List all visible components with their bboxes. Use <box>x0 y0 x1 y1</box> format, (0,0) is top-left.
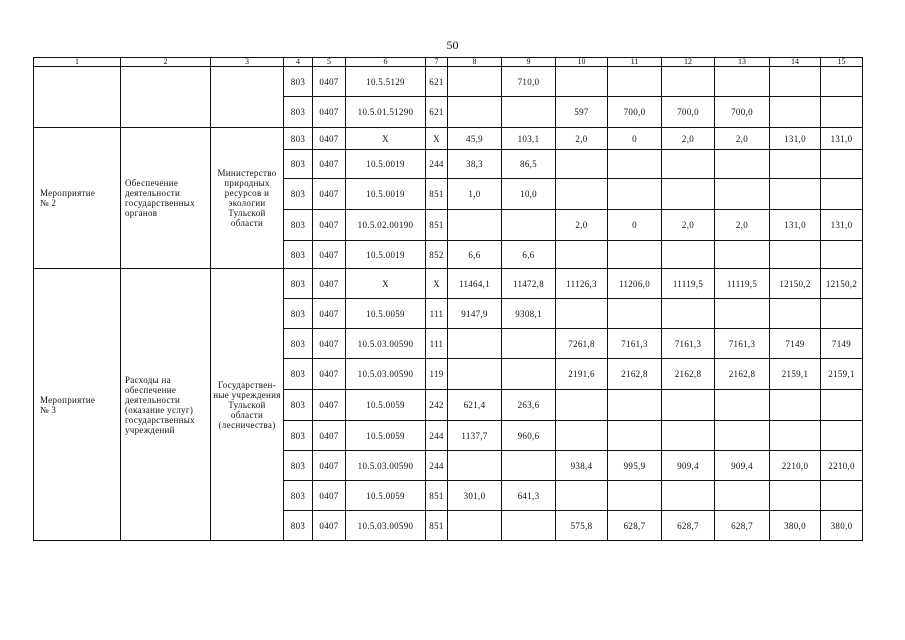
table-cell: 131,0 <box>821 128 863 150</box>
table-cell: 909,4 <box>715 451 770 481</box>
table-cell: 2,0 <box>662 128 715 150</box>
table-cell: 803 <box>284 128 313 150</box>
table-cell: 119 <box>426 359 448 390</box>
table-cell: 700,0 <box>715 97 770 128</box>
table-cell: 2,0 <box>556 128 608 150</box>
table-cell: 10.5.03.00590 <box>346 511 426 541</box>
table-cell: 641,3 <box>502 481 556 511</box>
table-cell <box>608 421 662 451</box>
header-cell: 10 <box>556 58 608 67</box>
table-cell: 10.5.03.00590 <box>346 329 426 359</box>
table-cell: 803 <box>284 421 313 451</box>
table-row <box>284 241 863 269</box>
header-cell: 7 <box>426 58 448 67</box>
table-cell <box>770 421 821 451</box>
table-cell: 2,0 <box>715 128 770 150</box>
table-cell: X <box>346 269 426 299</box>
table-cell: 9308,1 <box>502 299 556 329</box>
table-cell: 803 <box>284 481 313 511</box>
table-cell: 380,0 <box>821 511 863 541</box>
table-row <box>284 67 863 97</box>
table-cell: 11119,5 <box>715 269 770 299</box>
table-cell: 131,0 <box>770 210 821 241</box>
table-cell <box>715 179 770 210</box>
table-cell <box>556 421 608 451</box>
table-cell: 2,0 <box>715 210 770 241</box>
table-cell: 803 <box>284 299 313 329</box>
table-cell: 575,8 <box>556 511 608 541</box>
table-cell: 0407 <box>313 269 346 299</box>
table-cell <box>556 150 608 179</box>
activity-name-cell: Мероприятие № 3 <box>34 269 121 541</box>
table-cell <box>770 390 821 421</box>
activity-name-cell <box>34 67 121 128</box>
table-cell: 45,9 <box>448 128 502 150</box>
header-cell: 15 <box>821 58 863 67</box>
table-cell: 10.5.0019 <box>346 241 426 269</box>
table-cell: 6,6 <box>502 241 556 269</box>
table-cell: 10.5.0059 <box>346 390 426 421</box>
table-cell: 2210,0 <box>821 451 863 481</box>
activity-group <box>34 67 863 128</box>
table-cell: 0407 <box>313 67 346 97</box>
table-cell: 86,5 <box>502 150 556 179</box>
table-cell <box>556 299 608 329</box>
table-cell <box>821 390 863 421</box>
table-cell: 10,0 <box>502 179 556 210</box>
table-cell: 0407 <box>313 241 346 269</box>
table-cell: X <box>426 269 448 299</box>
header-cell: 1 <box>34 58 121 67</box>
table-cell <box>821 67 863 97</box>
table-cell <box>662 150 715 179</box>
table-row <box>284 210 863 241</box>
table-cell <box>821 150 863 179</box>
table-cell: 244 <box>426 451 448 481</box>
table-cell: 803 <box>284 210 313 241</box>
table-cell <box>448 359 502 390</box>
table-cell: 628,7 <box>608 511 662 541</box>
table-row <box>284 179 863 210</box>
table-cell: 995,9 <box>608 451 662 481</box>
table-cell <box>448 329 502 359</box>
table-cell: 803 <box>284 390 313 421</box>
table-cell: 7161,3 <box>715 329 770 359</box>
table-cell: 0407 <box>313 329 346 359</box>
header-cell: 5 <box>313 58 346 67</box>
table-cell: 2159,1 <box>770 359 821 390</box>
header-cell: 12 <box>662 58 715 67</box>
table-cell: 909,4 <box>662 451 715 481</box>
table-cell: 628,7 <box>715 511 770 541</box>
table-cell: 851 <box>426 481 448 511</box>
table-row <box>284 299 863 329</box>
table-cell: 10.5.03.00590 <box>346 359 426 390</box>
table-cell: 2162,8 <box>662 359 715 390</box>
table-cell <box>821 299 863 329</box>
table-cell: X <box>426 128 448 150</box>
table-cell <box>821 481 863 511</box>
table-row <box>284 421 863 451</box>
activity-group <box>34 128 863 269</box>
table-cell <box>821 97 863 128</box>
table-row <box>284 269 863 299</box>
table-cell: 10.5.03.00590 <box>346 451 426 481</box>
table-cell: 7161,3 <box>662 329 715 359</box>
header-cell: 6 <box>346 58 426 67</box>
table-cell <box>715 421 770 451</box>
table-cell: 621,4 <box>448 390 502 421</box>
table-cell: 803 <box>284 511 313 541</box>
table-cell <box>556 67 608 97</box>
table-cell <box>448 511 502 541</box>
table-cell: 38,3 <box>448 150 502 179</box>
table-cell <box>715 67 770 97</box>
table-cell: 621 <box>426 67 448 97</box>
table-cell <box>448 451 502 481</box>
table-cell: 10.5.02.00190 <box>346 210 426 241</box>
table-cell: 1,0 <box>448 179 502 210</box>
table-cell: 628,7 <box>662 511 715 541</box>
table-cell: 10.5.0019 <box>346 150 426 179</box>
table-cell: 0407 <box>313 299 346 329</box>
table-cell <box>662 481 715 511</box>
header-cell: 4 <box>284 58 313 67</box>
table-row <box>284 128 863 150</box>
table-cell: 11206,0 <box>608 269 662 299</box>
header-cell: 14 <box>770 58 821 67</box>
table-cell: 131,0 <box>821 210 863 241</box>
table-cell: 803 <box>284 329 313 359</box>
table-cell <box>770 299 821 329</box>
table-cell <box>770 97 821 128</box>
table-cell <box>448 67 502 97</box>
table-cell: 0407 <box>313 150 346 179</box>
header-cell: 8 <box>448 58 502 67</box>
table-cell: 242 <box>426 390 448 421</box>
table-cell <box>715 241 770 269</box>
table-cell: 803 <box>284 241 313 269</box>
table-cell: 111 <box>426 329 448 359</box>
table-cell: 11472,8 <box>502 269 556 299</box>
table-cell: 7261,8 <box>556 329 608 359</box>
table-cell <box>662 390 715 421</box>
header-cell: 3 <box>211 58 284 67</box>
table-cell: 0407 <box>313 511 346 541</box>
table-cell <box>608 150 662 179</box>
table-cell: 10.5.5129 <box>346 67 426 97</box>
table-cell: 803 <box>284 179 313 210</box>
table-cell <box>502 97 556 128</box>
table-row <box>284 359 863 390</box>
header-cell: 2 <box>121 58 211 67</box>
table-cell: 11464,1 <box>448 269 502 299</box>
table-cell: 7149 <box>770 329 821 359</box>
table-row <box>284 481 863 511</box>
table-row <box>284 451 863 481</box>
activity-description-cell: Расходы на обеспечение деятельности (оказание услуг) государственных учреждений <box>121 269 211 541</box>
table-cell <box>556 481 608 511</box>
table-cell: 0407 <box>313 359 346 390</box>
table-cell: 131,0 <box>770 128 821 150</box>
table-cell: 1137,7 <box>448 421 502 451</box>
table-cell: 0 <box>608 210 662 241</box>
table-cell <box>821 421 863 451</box>
table-cell: 803 <box>284 359 313 390</box>
table-cell: 851 <box>426 210 448 241</box>
table-cell: 244 <box>426 421 448 451</box>
table-cell: 11119,5 <box>662 269 715 299</box>
table-cell: 7161,3 <box>608 329 662 359</box>
table-cell: 2162,8 <box>715 359 770 390</box>
table-cell <box>715 150 770 179</box>
table-cell: 700,0 <box>662 97 715 128</box>
table-cell: 380,0 <box>770 511 821 541</box>
table-cell: 700,0 <box>608 97 662 128</box>
table-cell <box>770 179 821 210</box>
table-cell: 803 <box>284 451 313 481</box>
table-cell <box>608 481 662 511</box>
table-cell: 0407 <box>313 481 346 511</box>
table-cell: X <box>346 128 426 150</box>
table-cell: 803 <box>284 97 313 128</box>
activity-group <box>34 269 863 541</box>
table-cell: 2,0 <box>662 210 715 241</box>
table-cell: 9147,9 <box>448 299 502 329</box>
table-cell <box>770 241 821 269</box>
table-cell: 803 <box>284 67 313 97</box>
activity-description-cell: Обеспечение деятельности государственных органов <box>121 128 211 269</box>
table-row <box>284 150 863 179</box>
table-cell: 10.5.0059 <box>346 421 426 451</box>
table-row <box>284 511 863 541</box>
table-cell <box>715 299 770 329</box>
table-cell: 710,0 <box>502 67 556 97</box>
table-cell <box>715 481 770 511</box>
table-cell: 597 <box>556 97 608 128</box>
table-cell: 12150,2 <box>770 269 821 299</box>
table-cell <box>715 390 770 421</box>
table-cell <box>662 179 715 210</box>
table-cell: 111 <box>426 299 448 329</box>
table-cell: 0 <box>608 128 662 150</box>
table-cell: 0407 <box>313 97 346 128</box>
table-cell: 2210,0 <box>770 451 821 481</box>
table-cell <box>770 150 821 179</box>
table-cell: 0407 <box>313 179 346 210</box>
table-cell <box>608 67 662 97</box>
table-cell: 938,4 <box>556 451 608 481</box>
table-cell <box>608 390 662 421</box>
header-row <box>34 58 863 67</box>
table-row <box>284 329 863 359</box>
activity-name-cell: Мероприятие № 2 <box>34 128 121 269</box>
responsible-executor-cell: Государствен- ные учреждения Тульской области (лесничества) <box>211 269 284 541</box>
table-cell: 851 <box>426 511 448 541</box>
table-cell <box>662 299 715 329</box>
table-cell <box>448 97 502 128</box>
table-cell: 263,6 <box>502 390 556 421</box>
table-cell: 803 <box>284 269 313 299</box>
table-cell <box>556 241 608 269</box>
table-cell <box>556 390 608 421</box>
header-cell: 13 <box>715 58 770 67</box>
table-cell <box>608 179 662 210</box>
table-row <box>284 97 863 128</box>
table-cell <box>556 179 608 210</box>
table-cell: 851 <box>426 179 448 210</box>
table-cell <box>608 241 662 269</box>
table-cell: 7149 <box>821 329 863 359</box>
table-cell <box>448 210 502 241</box>
table-cell <box>608 299 662 329</box>
table-cell: 2,0 <box>556 210 608 241</box>
header-cell: 11 <box>608 58 662 67</box>
table-cell: 244 <box>426 150 448 179</box>
table-cell: 2191,6 <box>556 359 608 390</box>
table-cell: 960,6 <box>502 421 556 451</box>
table-cell: 10.5.0059 <box>346 299 426 329</box>
table-cell <box>502 210 556 241</box>
table-cell <box>662 67 715 97</box>
table-cell: 852 <box>426 241 448 269</box>
table-cell <box>821 241 863 269</box>
table-cell <box>502 359 556 390</box>
table-cell <box>662 421 715 451</box>
table-cell: 6,6 <box>448 241 502 269</box>
table-cell: 0407 <box>313 421 346 451</box>
table-cell: 2162,8 <box>608 359 662 390</box>
table-cell: 0407 <box>313 128 346 150</box>
table-cell: 2159,1 <box>821 359 863 390</box>
table-cell: 11126,3 <box>556 269 608 299</box>
responsible-executor-cell: Министерство природных ресурсов и экологии Тульской области <box>211 128 284 269</box>
table-cell: 0407 <box>313 451 346 481</box>
table-cell <box>770 481 821 511</box>
table-cell <box>770 67 821 97</box>
table-cell: 10.5.01.51290 <box>346 97 426 128</box>
page-number: 50 <box>446 38 459 52</box>
activity-description-cell <box>121 67 211 128</box>
table-cell <box>502 329 556 359</box>
table-cell: 803 <box>284 150 313 179</box>
table-cell: 621 <box>426 97 448 128</box>
budget-table <box>33 57 863 541</box>
table-cell: 301,0 <box>448 481 502 511</box>
table-cell <box>502 451 556 481</box>
header-cell: 9 <box>502 58 556 67</box>
responsible-executor-cell <box>211 67 284 128</box>
table-row <box>284 390 863 421</box>
table-cell <box>821 179 863 210</box>
table-cell <box>502 511 556 541</box>
table-cell: 10.5.0059 <box>346 481 426 511</box>
table-cell: 0407 <box>313 210 346 241</box>
table-cell: 0407 <box>313 390 346 421</box>
table-cell: 10.5.0019 <box>346 179 426 210</box>
table-cell: 103,1 <box>502 128 556 150</box>
table-cell <box>662 241 715 269</box>
table-cell: 12150,2 <box>821 269 863 299</box>
